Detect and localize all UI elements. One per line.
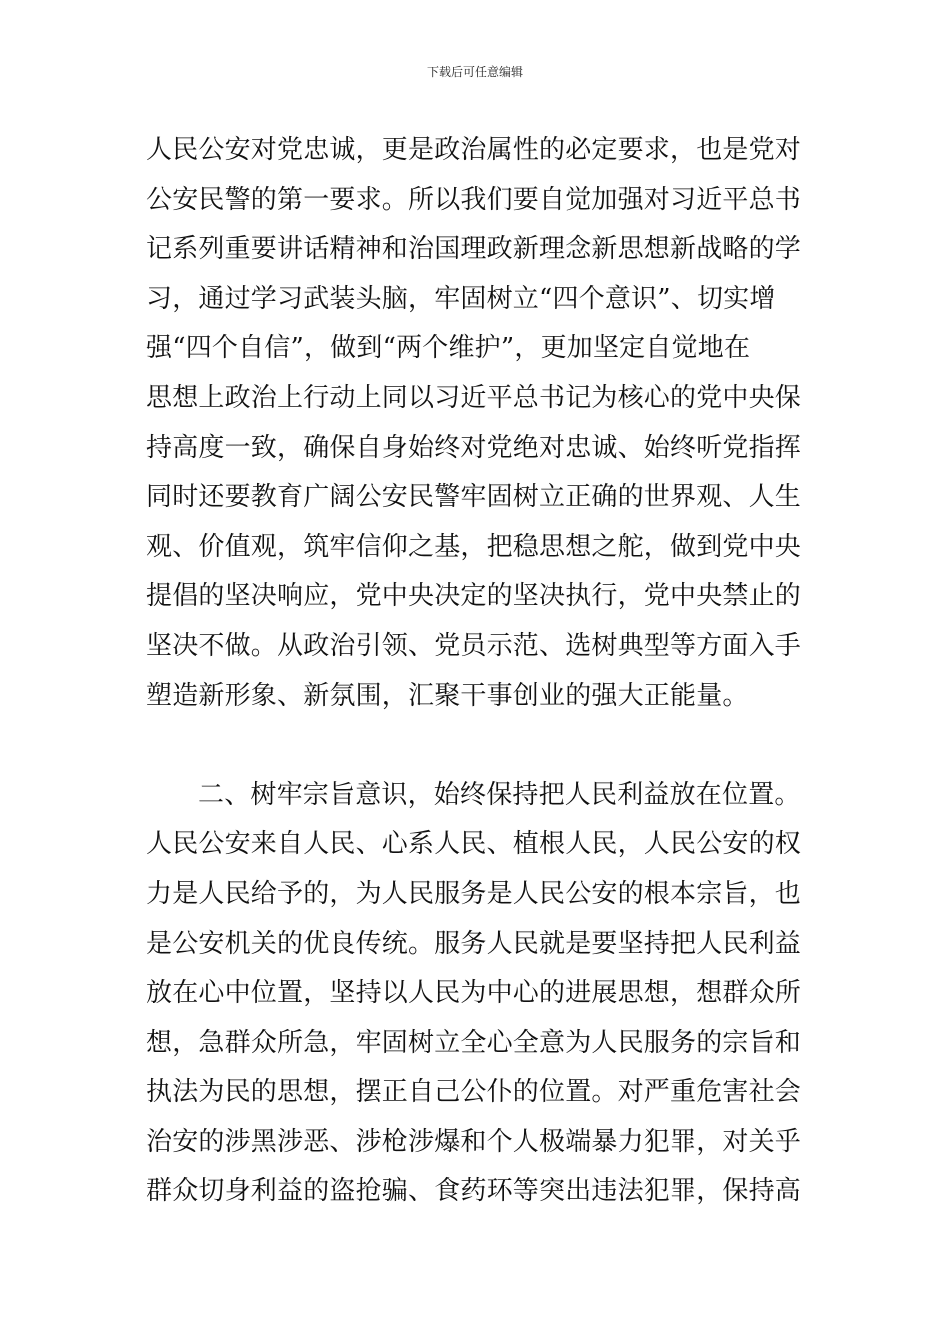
text-line: 治安的涉黑涉恶、涉枪涉爆和个人极端暴力犯罪，对关乎 — [146, 1126, 802, 1157]
paragraph-1 — [146, 126, 810, 721]
text-line: 坚决不做。从政治引领、党员示范、选树典型等方面入手 — [146, 630, 802, 661]
text-line: 强“四个自信”，做到“两个维护”，更加坚定自觉地在 — [146, 333, 751, 364]
text-line: 观、价值观，筑牢信仰之基，把稳思想之舵，做到党中央 — [146, 531, 802, 562]
text-line: 记系列重要讲话精神和治国理政新理念新思想新战略的学 — [146, 234, 802, 265]
text-line: 群众切身利益的盗抢骗、食药环等突出违法犯罪，保持高 — [146, 1176, 802, 1207]
text-line: 是公安机关的优良传统。服务人民就是要坚持把人民利益 — [146, 928, 802, 959]
text-line: 力是人民给予的，为人民服务是人民公安的根本宗旨，也 — [146, 878, 802, 909]
text-line: 思想上政治上行动上同以习近平总书记为核心的党中央保 — [146, 382, 802, 413]
document-body — [146, 126, 810, 1217]
text-line: 人民公安来自人民、心系人民、植根人民，人民公安的权 — [146, 829, 802, 860]
paragraph-2 — [146, 771, 810, 1217]
text-line: 提倡的坚决响应，党中央决定的坚决执行，党中央禁止的 — [146, 581, 802, 612]
text-line: 放在心中位置，坚持以人民为中心的进展思想，想群众所 — [146, 978, 802, 1009]
text-line: 想，急群众所急，牢固树立全心全意为人民服务的宗旨和 — [146, 1027, 802, 1058]
text-line: 公安民警的第一要求。所以我们要自觉加强对习近平总书 — [146, 184, 802, 215]
section-heading-line: 二、树牢宗旨意识，始终保持把人民利益放在位置。 — [198, 779, 801, 810]
text-line: 习，通过学习武装头脑，牢固树立“四个意识”、切实增 — [146, 283, 776, 314]
text-line: 人民公安对党忠诚，更是政治属性的必定要求，也是党对 — [146, 135, 802, 165]
text-line: 持高度一致，确保自身始终对党绝对忠诚、始终听党指挥 — [146, 432, 802, 463]
page-header: 下载后可任意编辑 — [426, 65, 523, 79]
text-line: 塑造新形象、新氛围，汇聚干事创业的强大正能量。 — [146, 680, 749, 711]
text-line: 同时还要教育广阔公安民警牢固树立正确的世界观、人生 — [146, 482, 802, 513]
text-line: 执法为民的思想，摆正自己公仆的位置。对严重危害社会 — [146, 1077, 802, 1108]
paragraph-gap — [146, 721, 810, 771]
